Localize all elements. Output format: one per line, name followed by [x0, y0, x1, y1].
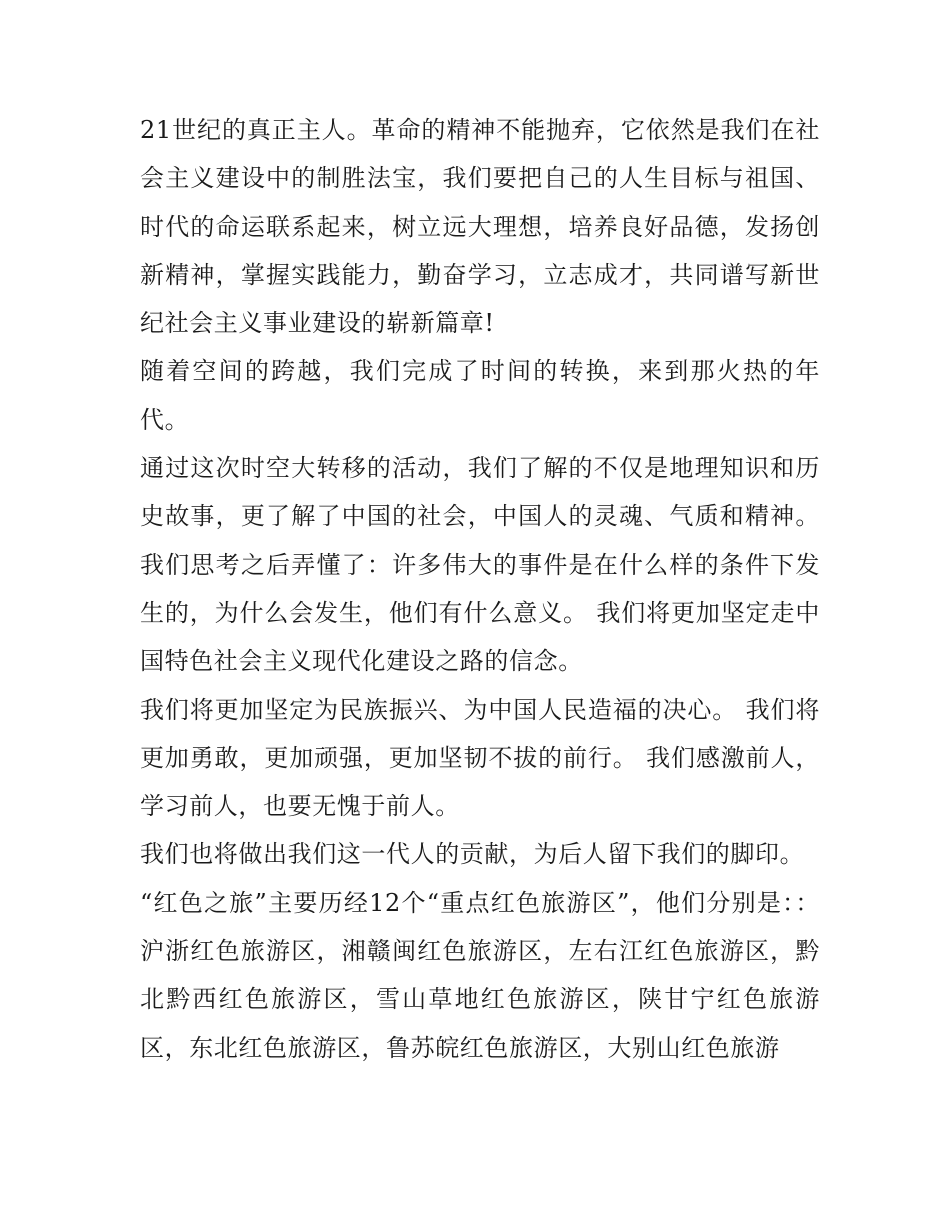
- document-body: [140, 106, 820, 1072]
- paragraph-4: 我们将更加坚定为民族振兴、为中国人民造福的决心。 我们将更加勇敢，更加顽强，更加坚韧不拔的前行。 我们感激前人，学习前人，也要无愧于前人。: [140, 695, 820, 821]
- paragraph-1: 21世纪的真正主人。革命的精神不能抛弃，它依然是我们在社会主义建设中的制胜法宝，我们要把自己的人生目标与祖国、时代的命运联系起来，树立远大理想，培养良好品德，发扬创新精神，掌握实践能力，勤奋学习，立志成才，共同谱写新世纪社会主义事业建设的崭新篇章!: [140, 116, 820, 338]
- paragraph-3: 通过这次时空大转移的活动，我们了解的不仅是地理知识和历史故事，更了解了中国的社会，中国人的灵魂、气质和精神。我们思考之后弄懂了：许多伟大的事件是在什么样的条件下发生的，为什么会发生，他们有什么意义。 我们将更加坚定走中国特色社会主义现代化建设之路的信念。: [140, 454, 820, 676]
- paragraph-2: 随着空间的跨越，我们完成了时间的转换，来到那火热的年代。: [140, 357, 820, 434]
- paragraph-5: 我们也将做出我们这一代人的贡献，为后人留下我们的脚印。: [140, 840, 805, 869]
- paragraph-6: “红色之旅”主要历经12个“重点红色旅游区”，他们分别是：：沪浙红色旅游区，湘赣闽红色旅游区，左右江红色旅游区，黔北黔西红色旅游区，雪山草地红色旅游区，陕甘宁红色旅游区，东北红色旅游区，鲁苏皖红色旅游区，大别山红色旅游: [140, 888, 820, 1062]
